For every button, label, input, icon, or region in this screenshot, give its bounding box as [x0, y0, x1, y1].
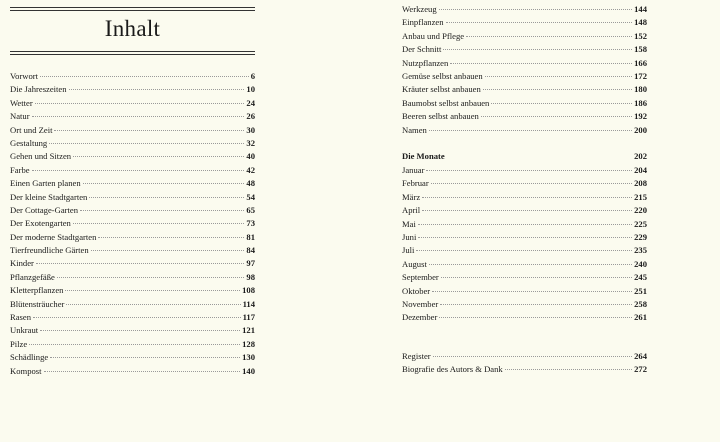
- toc-entry-title: Schädlinge: [10, 352, 49, 363]
- toc-entry-title: Farbe: [10, 164, 30, 175]
- toc-entry-page-number: 204: [634, 165, 647, 175]
- dot-leader: [40, 330, 240, 331]
- dot-leader: [83, 183, 245, 184]
- toc-entry-title: Kletterpflanzen: [10, 285, 64, 296]
- toc-entry[interactable]: [10, 257, 255, 270]
- toc-entry-title: Der Schnitt: [402, 44, 442, 55]
- toc-entry-title: November: [402, 298, 439, 309]
- toc-entry-page-number: 30: [246, 124, 255, 135]
- dot-leader: [429, 264, 632, 265]
- toc-entry[interactable]: [10, 70, 255, 83]
- dot-leader: [505, 369, 632, 370]
- toc-entry[interactable]: [402, 30, 647, 43]
- toc-entry-title: Biografie des Autors & Dank: [402, 364, 503, 375]
- toc-entry-page-number: 84: [246, 245, 255, 256]
- toc-entry[interactable]: [402, 83, 647, 96]
- toc-entry-page-number: 144: [634, 4, 647, 14]
- dot-leader: [54, 130, 244, 131]
- toc-entry[interactable]: [10, 324, 255, 337]
- toc-entry[interactable]: [402, 363, 647, 376]
- toc-entry[interactable]: [10, 150, 255, 163]
- dot-leader: [91, 250, 245, 251]
- toc-entry-page-number: 117: [242, 312, 255, 323]
- dot-leader: [49, 143, 244, 144]
- dot-leader: [65, 290, 240, 291]
- toc-list-right-main: [402, 3, 647, 137]
- toc-list-months: [402, 164, 647, 325]
- toc-entry[interactable]: [10, 124, 255, 137]
- toc-entry-page-number: 98: [246, 271, 255, 282]
- toc-entry[interactable]: [402, 70, 647, 83]
- dot-leader: [441, 277, 632, 278]
- toc-entry[interactable]: [10, 204, 255, 217]
- dot-leader: [483, 89, 632, 90]
- toc-entry[interactable]: [10, 83, 255, 96]
- toc-entry[interactable]: [10, 298, 255, 311]
- toc-entry-page-number: 24: [246, 97, 255, 108]
- toc-entry-page-number: 121: [242, 325, 255, 336]
- toc-entry-title: Vorwort: [10, 71, 39, 81]
- toc-entry-title: Unkraut: [10, 325, 39, 336]
- toc-entry-title: Juli: [402, 245, 415, 256]
- toc-entry-title: April: [402, 205, 421, 216]
- toc-entry-page-number: 40: [246, 151, 255, 162]
- toc-entry[interactable]: [10, 311, 255, 324]
- toc-entry-title: Kräuter selbst anbauen: [402, 84, 481, 95]
- title-rule-top: [10, 7, 255, 8]
- toc-entry-page-number: 10: [246, 84, 255, 95]
- dot-leader: [426, 170, 632, 171]
- toc-entry-title: Gehen und Sitzen: [10, 151, 72, 162]
- toc-entry-page-number: 166: [634, 57, 647, 68]
- toc-entry-title: Anbau und Pflege: [402, 30, 465, 41]
- toc-entry[interactable]: [402, 231, 647, 244]
- dot-leader: [44, 371, 241, 372]
- toc-entry-page-number: 32: [246, 137, 255, 148]
- toc-entry[interactable]: [10, 338, 255, 351]
- toc-entry[interactable]: [402, 164, 647, 177]
- dot-leader: [422, 210, 632, 211]
- toc-entry-page-number: 152: [634, 30, 647, 41]
- toc-entry[interactable]: [402, 16, 647, 29]
- toc-entry-page-number: 251: [634, 285, 647, 296]
- dot-leader: [418, 224, 632, 225]
- toc-entry-page-number: 148: [634, 17, 647, 28]
- dot-leader: [89, 197, 244, 198]
- toc-entry-title: Dezember: [402, 312, 438, 323]
- dot-leader: [481, 116, 632, 117]
- dot-leader: [40, 76, 249, 77]
- dot-leader: [416, 250, 632, 251]
- toc-entry[interactable]: [402, 258, 647, 271]
- page-title: Inhalt: [104, 16, 161, 41]
- toc-entry[interactable]: [402, 244, 647, 257]
- dot-leader: [32, 170, 245, 171]
- dot-leader: [485, 76, 632, 77]
- dot-leader: [98, 237, 244, 238]
- toc-entry-page-number: 225: [634, 218, 647, 229]
- toc-entry-page-number: 180: [634, 84, 647, 95]
- toc-entry[interactable]: [402, 3, 647, 16]
- toc-entry-title: Einen Garten planen: [10, 178, 81, 189]
- toc-entry-title: Gestaltung: [10, 137, 48, 148]
- toc-entry-title: Einpflanzen: [402, 17, 444, 28]
- toc-entry[interactable]: [402, 110, 647, 123]
- toc-entry[interactable]: [402, 218, 647, 231]
- toc-entry-page-number: 81: [246, 231, 255, 242]
- toc-entry-page-number: 215: [634, 191, 647, 202]
- dot-leader: [466, 36, 632, 37]
- toc-entry[interactable]: [402, 43, 647, 56]
- toc-entry-title: Werkzeug: [402, 4, 437, 14]
- toc-entry-title: Kompost: [10, 365, 42, 376]
- toc-entry-title: Baumobst selbst anbauen: [402, 97, 490, 108]
- toc-entry[interactable]: [10, 191, 255, 204]
- toc-entry-page-number: 200: [634, 124, 647, 135]
- dot-leader: [439, 9, 632, 10]
- toc-entry-page-number: 258: [634, 298, 647, 309]
- dot-leader: [443, 49, 632, 50]
- toc-entry-title: Februar: [402, 178, 429, 189]
- toc-entry[interactable]: [10, 284, 255, 297]
- toc-entry-page-number: 65: [246, 204, 255, 215]
- dot-leader: [450, 63, 632, 64]
- toc-entry[interactable]: [402, 97, 647, 110]
- toc-entry-title: Mai: [402, 218, 416, 229]
- toc-entry-title: Register: [402, 351, 431, 361]
- toc-entry-title: Der Cottage-Garten: [10, 204, 79, 215]
- dot-leader: [57, 277, 245, 278]
- toc-entry-title: Wetter: [10, 97, 33, 108]
- toc-entry[interactable]: [402, 57, 647, 70]
- toc-entry-page-number: 48: [246, 178, 255, 189]
- dot-leader: [69, 89, 245, 90]
- toc-entry[interactable]: [10, 177, 255, 190]
- dot-leader: [491, 103, 632, 104]
- toc-entry[interactable]: [10, 164, 255, 177]
- toc-entry-title: Tierfreundliche Gärten: [10, 245, 89, 256]
- toc-entry-page-number: 54: [246, 191, 255, 202]
- toc-months-heading: [402, 150, 647, 163]
- toc-entry-title: Natur: [10, 111, 30, 122]
- toc-entry-page-number: 235: [634, 245, 647, 256]
- toc-entry-title: Der kleine Stadtgarten: [10, 191, 88, 202]
- toc-entry-page-number: 97: [246, 258, 255, 269]
- toc-section-title: Die Monate: [402, 151, 445, 161]
- toc-entry[interactable]: [10, 231, 255, 244]
- dot-leader: [73, 156, 244, 157]
- toc-entry-page-number: 229: [634, 231, 647, 242]
- toc-entry-page-number: 26: [246, 111, 255, 122]
- toc-entry-page-number: 114: [242, 298, 255, 309]
- toc-entry-title: Pilze: [10, 338, 28, 349]
- title-rule-bottom-inner: [10, 51, 255, 52]
- toc-entry-title: Die Jahreszeiten: [10, 84, 67, 95]
- toc-entry-page-number: 130: [242, 352, 255, 363]
- toc-entry-title: Ort und Zeit: [10, 124, 53, 135]
- toc-entry-title: September: [402, 272, 439, 283]
- toc-entry[interactable]: [402, 285, 647, 298]
- toc-entry[interactable]: [402, 298, 647, 311]
- toc-entry-page-number: 128: [242, 338, 255, 349]
- toc-entry-page-number: 192: [634, 111, 647, 122]
- toc-entry[interactable]: [10, 217, 255, 230]
- toc-entry-title: Rasen: [10, 312, 32, 323]
- dot-leader: [432, 291, 632, 292]
- title-rule-top-inner: [10, 10, 255, 11]
- toc-entry-page-number: 264: [634, 351, 647, 361]
- toc-entry-page-number: 272: [634, 364, 647, 375]
- toc-entry-title: Juni: [402, 231, 417, 242]
- toc-entry-title: Blütensträucher: [10, 298, 65, 309]
- toc-entry-page-number: 158: [634, 44, 647, 55]
- dot-leader: [36, 263, 245, 264]
- toc-entry-title: Oktober: [402, 285, 431, 296]
- toc-entry[interactable]: [10, 137, 255, 150]
- toc-entry-title: Namen: [402, 124, 427, 135]
- dot-leader: [439, 317, 632, 318]
- dot-leader: [440, 304, 632, 305]
- toc-entry[interactable]: [402, 177, 647, 190]
- title-rule-bottom: [10, 54, 255, 55]
- toc-entry[interactable]: [10, 110, 255, 123]
- dot-leader: [447, 156, 632, 157]
- dot-leader: [29, 344, 240, 345]
- dot-leader: [429, 130, 632, 131]
- toc-entry[interactable]: [10, 351, 255, 364]
- toc-entry-page-number: 186: [634, 97, 647, 108]
- toc-list-appendix: [402, 350, 647, 377]
- toc-entry[interactable]: [402, 191, 647, 204]
- toc-entry-title: März: [402, 191, 421, 202]
- dot-leader: [422, 197, 632, 198]
- toc-entry-page-number: 208: [634, 178, 647, 189]
- toc-entry-page-number: 73: [246, 218, 255, 229]
- toc-entry[interactable]: [402, 124, 647, 137]
- dot-leader: [80, 210, 244, 211]
- toc-entry[interactable]: [10, 365, 255, 378]
- toc-entry-title: August: [402, 258, 427, 269]
- toc-entry-page-number: 245: [634, 272, 647, 283]
- dot-leader: [446, 22, 633, 23]
- toc-entry-title: Der Exotengarten: [10, 218, 71, 229]
- toc-entry-title: Januar: [402, 165, 425, 175]
- toc-entry[interactable]: [402, 350, 647, 363]
- dot-leader: [431, 183, 632, 184]
- toc-entry-title: Gemüse selbst anbauen: [402, 70, 483, 81]
- toc-entry-page-number: 261: [634, 312, 647, 323]
- toc-entry[interactable]: [402, 311, 647, 324]
- dot-leader: [33, 317, 241, 318]
- toc-section-heading[interactable]: [402, 150, 647, 163]
- dot-leader: [50, 357, 240, 358]
- toc-entry-title: Kinder: [10, 258, 34, 269]
- toc-entry[interactable]: [402, 204, 647, 217]
- toc-section-page-number: 202: [634, 151, 647, 161]
- dot-leader: [433, 356, 632, 357]
- toc-entry-page-number: 6: [250, 71, 255, 81]
- dot-leader: [32, 116, 245, 117]
- toc-entry[interactable]: [10, 244, 255, 257]
- toc-entry-page-number: 42: [246, 164, 255, 175]
- toc-entry-title: Pflanzgefäße: [10, 271, 55, 282]
- toc-entry-title: Nutzpflanzen: [402, 57, 449, 68]
- toc-list-left: [10, 70, 255, 378]
- toc-entry-page-number: 140: [242, 365, 255, 376]
- toc-entry-page-number: 220: [634, 205, 647, 216]
- dot-leader: [73, 223, 245, 224]
- toc-entry-title: Beeren selbst anbauen: [402, 111, 479, 122]
- dot-leader: [66, 304, 240, 305]
- toc-entry-page-number: 108: [242, 285, 255, 296]
- toc-entry[interactable]: [10, 97, 255, 110]
- toc-entry[interactable]: [10, 271, 255, 284]
- toc-entry[interactable]: [402, 271, 647, 284]
- toc-entry-title: Der moderne Stadtgarten: [10, 231, 97, 242]
- toc-entry-page-number: 240: [634, 258, 647, 269]
- toc-entry-page-number: 172: [634, 70, 647, 81]
- dot-leader: [418, 237, 632, 238]
- dot-leader: [35, 103, 245, 104]
